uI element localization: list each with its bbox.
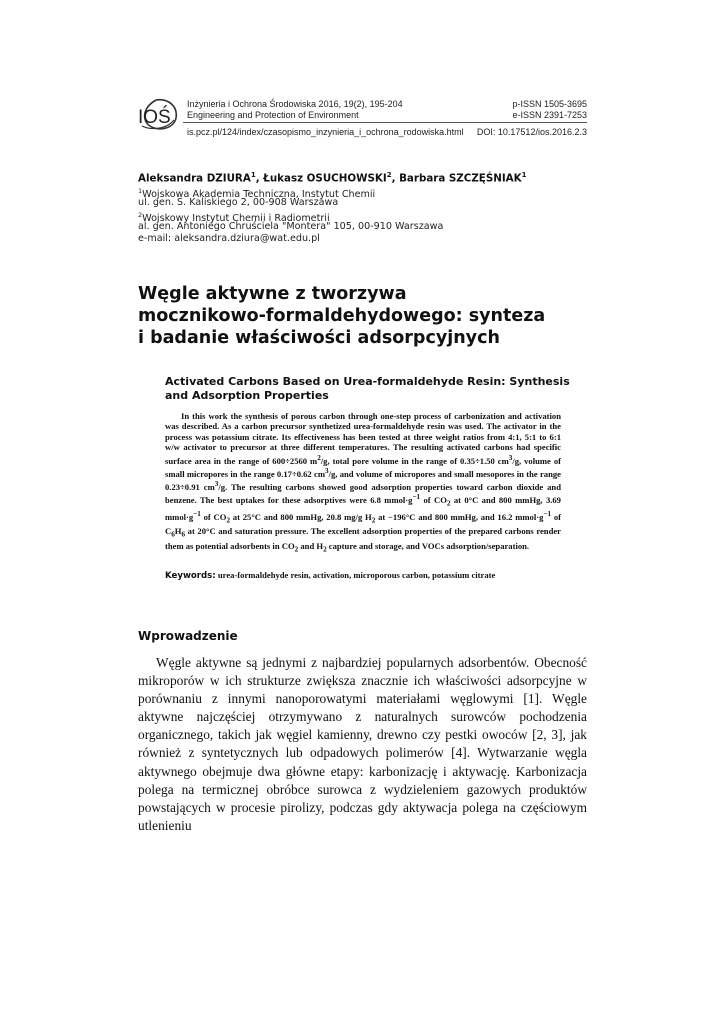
contact-email: e-mail: aleksandra.dziura@wat.edu.pl	[138, 233, 320, 244]
e-issn: e-ISSN 2391-7253	[512, 110, 587, 120]
body-paragraph: Węgle aktywne są jednymi z najbardziej popularnych adsorbentów. Obecność mikroporów w ich strukturze zwiększa znacznie ich właściwości adsorpcyjne w porównaniu z innymi nanoporowatymi materiałami węglowymi [1]. Węgle aktywne najczęściej otrzymywano z naturalnych surowców pochodzenia organicznego, takich jak węgiel kamienny, drewno czy pestki owoców [2, 3], jak również z syntetycznych lub odpadowych polimerów [4]. Wytwarzanie węgla aktywnego obejmuje dwa główne etapy: karbonizację i aktywację. Karbonizacja polega na termicznej obróbce surowca z wydzieleniem gazowych produktów powstających w procesie pirolizy, podczas gdy aktywacja polega na częściowym utlenieniu	[138, 655, 587, 833]
author-name: Łukasz OSUCHOWSKI	[263, 172, 387, 185]
section-heading: Wprowadzenie	[138, 629, 238, 643]
author-name: Aleksandra DZIURA	[138, 172, 251, 185]
paper-title-pl: Węgle aktywne z tworzywa mocznikowo-formaldehydowego: synteza i badanie właściwości adsorpcyjnych	[138, 284, 546, 348]
keywords	[165, 570, 565, 581]
keywords-label: Keywords:	[165, 571, 216, 581]
logo-text: IOŚ	[138, 107, 171, 128]
author-affiliation-mark: 1	[250, 171, 256, 179]
keywords-text: urea-formaldehyde resin, activation, microporous carbon, potassium citrate	[215, 570, 496, 580]
journal-name-en: Engineering and Protection of Environment	[187, 110, 359, 120]
journal-logo	[136, 96, 180, 132]
header-divider	[183, 122, 587, 123]
paper-title-en: Activated Carbons Based on Urea-formaldehyde Resin: Synthesis and Adsorption Properties	[165, 375, 570, 402]
affiliation-1-address: ul. gen. S. Kaliskiego 2, 00-908 Warszawa	[138, 197, 339, 208]
abstract: In this work the synthesis of porous carbon through one-step process of carbonization and activation was described. As a carbon precursor synthetized urea-formaldehyde resin was used. The activator in the process was potassium citrate. Its effectiveness has been tested at three weight ratios from 4:1, 5:1 to 6:1 w/w activator to precursor at three different temperatures. The resulting activated carbons had specific surface area in the range of 600÷2560 $m^2/g$, total pore volume in the range of 0.35÷1.50 $cm^3/g$, volume of small micropores in the range 0.17÷0.62 $cm^3/g$, and volume of micropores and small mesopores in the range 0.23÷0.91 $cm^3/g$. The resulting carbons showed good adsorption properties toward carbon dioxide and benzene. The best uptakes for these adsorptives were 6.8 $mmol\cdot g^{-1}$ of $CO_2$ at 0°C and 800 mmHg, 3.69 $mmol\cdot g^{-1}$ of $CO_2$ at 25°C and 800 mmHg, 20.8 mg/g $H_2$ at −196°C and 800 mmHg, and 16.2 $mmol\cdot g^{-1}$ of $C_6H_6$ at 20°C and saturation pressure. The excellent adsorption properties of the prepared carbons render them as potential adsorbents in $CO_2$ and $H_2$ capture and storage, and VOCs adsorption/separation.	[165, 411, 562, 554]
journal-url: is.pcz.pl/124/index/czasopismo_inzynieria_i_ochrona_rodowiska.html	[187, 127, 464, 137]
doi: DOI: 10.17512/ios.2016.2.3	[476, 127, 587, 137]
p-issn: p-ISSN 1505-3695	[512, 99, 587, 109]
journal-name-pl: Inżynieria i Ochrona Środowiska 2016, 19(2), 195-204	[187, 99, 403, 109]
affiliation-2: $^2$Wojskowy Instytut Chemii i Radiometrii	[138, 211, 330, 225]
affiliation-2-address: al. gen. Antoniego Chruściela "Montera" 105, 00-910 Warszawa	[138, 221, 444, 232]
author-name: Barbara SZCZĘŚNIAK	[399, 172, 522, 185]
affiliation-1: $^1$Wojskowa Akademia Techniczna, Instytut Chemii	[138, 187, 376, 201]
author-list: Aleksandra DZIURA$^1$, Łukasz OSUCHOWSKI$^2$, Barbara SZCZĘŚNIAK$^1$	[138, 171, 527, 185]
author-affiliation-mark: 2	[386, 171, 392, 179]
author-affiliation-mark: 1	[521, 171, 527, 179]
